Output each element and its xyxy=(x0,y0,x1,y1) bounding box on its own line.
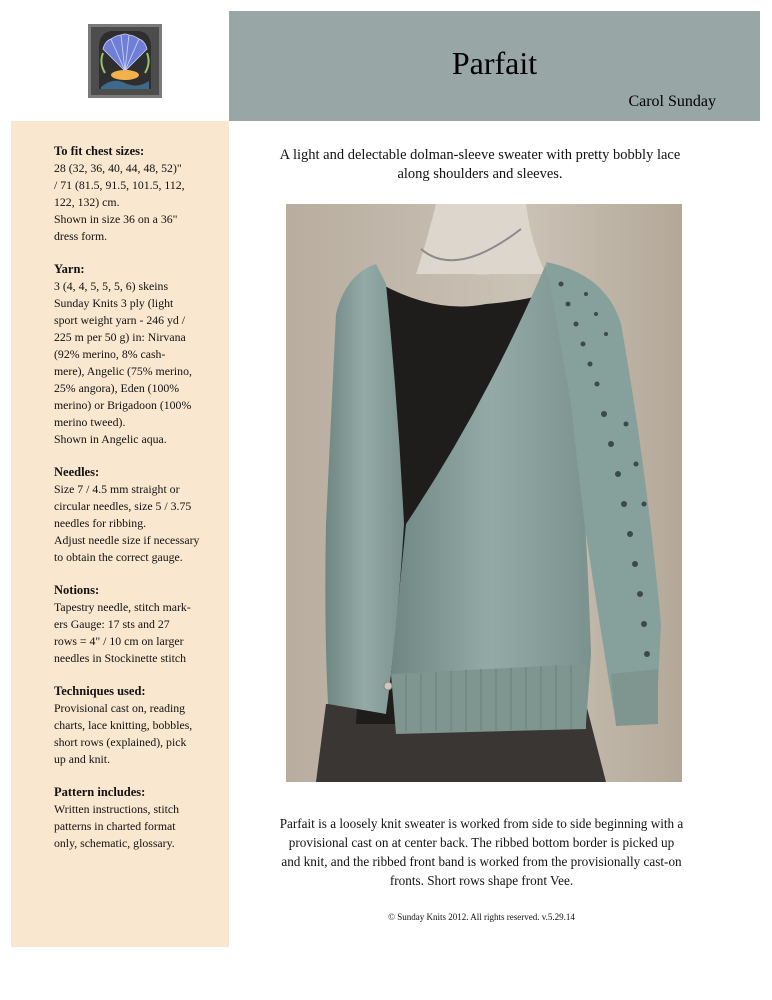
pattern-tagline: A light and delectable dolman-sleeve sweater with pretty bobbly lace along shoulders and sleeves. xyxy=(279,147,681,182)
section-text: Tapestry needle, stitch mark- ers Gauge: 17 sts and 27 rows = 4" / 10 cm on larger needles in Stockinette stitch xyxy=(54,600,191,665)
chest-sizes-section xyxy=(54,143,224,245)
needles-section xyxy=(54,464,224,566)
yarn-section xyxy=(54,261,224,448)
section-text: Provisional cast on, reading charts, lace knitting, bobbles, short rows (explained), pick up and knit. xyxy=(54,701,193,766)
title-banner xyxy=(229,11,760,121)
copyright-notice: © Sunday Knits 2012. All rights reserved. v.5.29.14 xyxy=(388,912,575,922)
section-heading: To fit chest sizes: xyxy=(54,144,145,158)
section-heading: Notions: xyxy=(54,583,100,597)
pattern-description: Parfait is a loosely knit sweater is worked from side to side beginning with a provisional cast on at center back. The ribbed bottom border is picked up and knit, and the ribbed front band is worked from the provisionally cast-on fronts. Short rows shape front Vee. xyxy=(279,816,684,888)
designer-name: Carol Sunday xyxy=(628,93,716,110)
notions-section xyxy=(54,582,224,667)
brand-logo xyxy=(88,24,162,98)
section-text: Written instructions, stitch patterns in charted format only, schematic, glossary. xyxy=(54,802,180,850)
section-text: 3 (4, 4, 5, 5, 5, 6) skeins Sunday Knits 3 ply (light sport weight yarn - 246 yd / 225 m per 50 g) in: Nirvana (92% merino, 8% cash- mere), Angelic (75% merino, 25% angora), Eden (100% merino) or Brigadoon (100% merino tweed). Shown in Angelic aqua. xyxy=(54,279,192,446)
section-heading: Pattern includes: xyxy=(54,785,146,799)
pattern-includes-section xyxy=(54,784,224,852)
pattern-details-sidebar xyxy=(11,121,229,947)
section-text: 28 (32, 36, 40, 44, 48, 52)" / 71 (81.5, 91.5, 101.5, 112, 122, 132) cm. Shown in size 36 on a 36" dress form. xyxy=(54,161,185,243)
section-heading: Techniques used: xyxy=(54,684,146,698)
sweater-photo xyxy=(286,204,682,782)
techniques-section xyxy=(54,683,224,768)
section-text: Size 7 / 4.5 mm straight or circular needles, size 5 / 3.75 needles for ribbing. Adjust needle size if necessary to obtain the correct gauge. xyxy=(54,482,200,564)
fan-flower-logo-icon xyxy=(91,27,159,95)
section-heading: Needles: xyxy=(54,465,100,479)
section-heading: Yarn: xyxy=(54,262,85,276)
pattern-title: Parfait xyxy=(451,45,538,81)
